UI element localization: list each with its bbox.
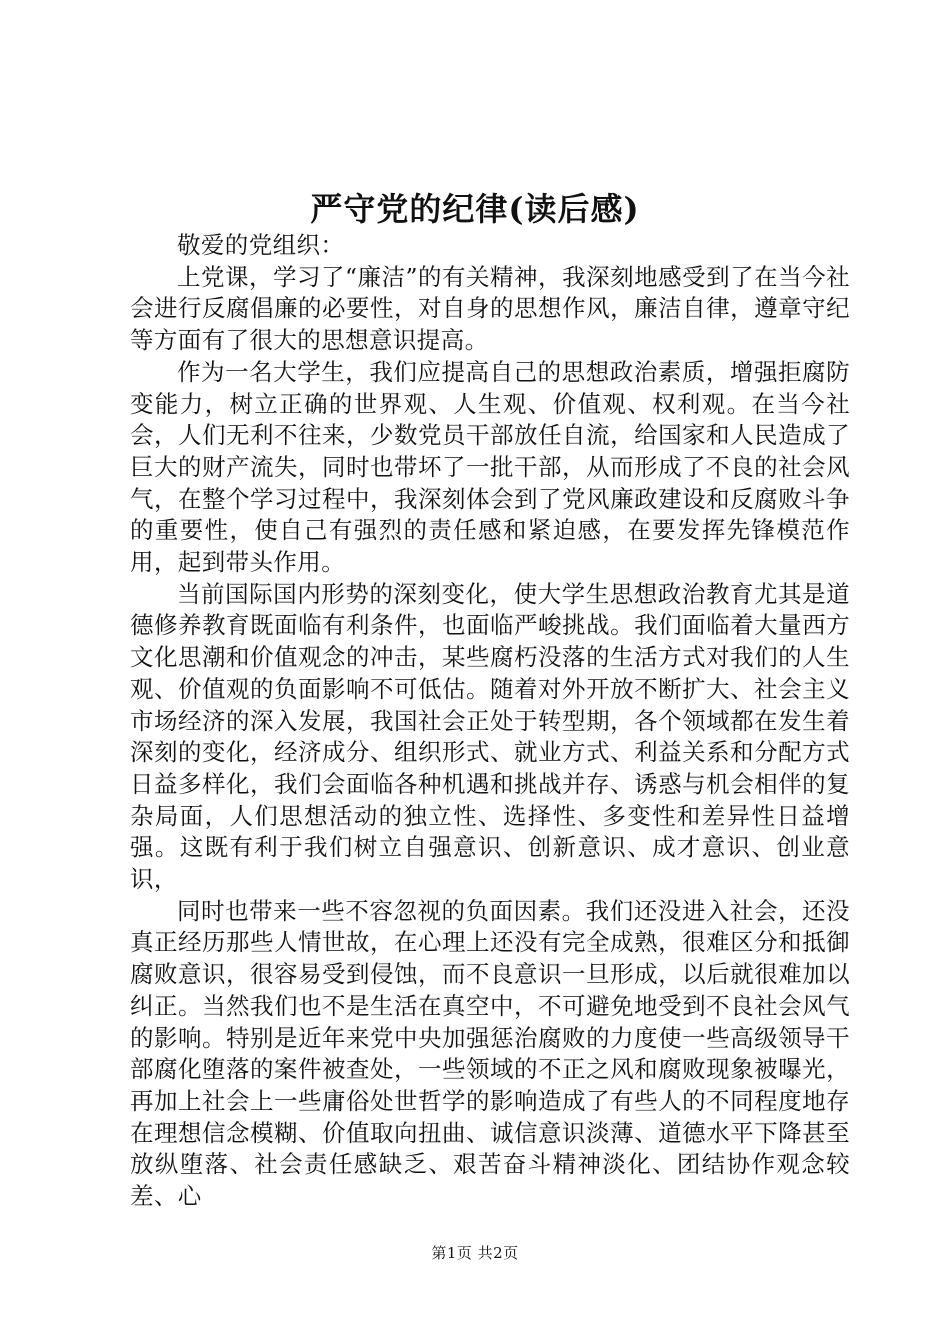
page-number-footer: 第1页 共2页 [431,1244,519,1262]
paragraph-3: 当前国际国内形势的深刻变化，使大学生思想政治教育尤其是道德修养教育既面临有利条件，也面临严峻挑战。我们面临着大量西方文化思潮和价值观念的冲击，某些腐朽没落的生活方式对我们的人生观、价值观的负面影响不可低估。随着对外开放不断扩大、社会主义市场经济的深入发展，我国社会正处于转型期，各个领域都在发生着深刻的变化，经济成分、组织形式、就业方式、利益关系和分配方式日益多样化，我们会面临各种机遇和挑战并存、诱惑与机会相伴的复杂局面，人们思想活动的独立性、选择性、多变性和差异性日益增强。这既有利于我们树立自强意识、创新意识、成才意识、创业意识， [130,579,850,894]
document-body [130,230,850,1213]
paragraph-2: 作为一名大学生，我们应提高自己的思想政治素质，增强拒腐防变能力，树立正确的世界观、人生观、价值观、权利观。在当今社会，人们无利不往来，少数党员干部放任自流，给国家和人民造成了巨大的财产流失，同时也带坏了一批干部，从而形成了不良的社会风气，在整个学习过程中，我深刻体会到了党风廉政建设和反腐败斗争的重要性，使自己有强烈的责任感和紧迫感，在要发挥先锋模范作用，起到带头作用。 [130,357,850,577]
greeting-line: 敬爱的党组织： [177,231,345,259]
paragraph-4: 同时也带来一些不容忽视的负面因素。我们还没进入社会，还没真正经历那些人情世故，在心理上还没有完全成熟，很难区分和抵御腐败意识，很容易受到侵蚀，而不良意识一旦形成，以后就很难加以纠正。当然我们也不是生活在真空中，不可避免地受到不良社会风气的影响。特别是近年来党中央加强惩治腐败的力度使一些高级领导干部腐化堕落的案件被查处，一些领域的不正之风和腐败现象被曝光，再加上社会上一些庸俗处世哲学的影响造成了有些人的不同程度地存在理想信念模糊、价值取向扭曲、诚信意识淡薄、道德水平下降甚至放纵堕落、社会责任感缺乏、艰苦奋斗精神淡化、团结协作观念较差、心 [130,896,850,1211]
document-title: 严守党的纪律(读后感) [310,190,640,228]
paragraph-1: 上党课，学习了“廉洁”的有关精神，我深刻地感受到了在当今社会进行反腐倡廉的必要性，对自身的思想作风，廉洁自律，遵章守纪等方面有了很大的思想意识提高。 [130,262,850,355]
